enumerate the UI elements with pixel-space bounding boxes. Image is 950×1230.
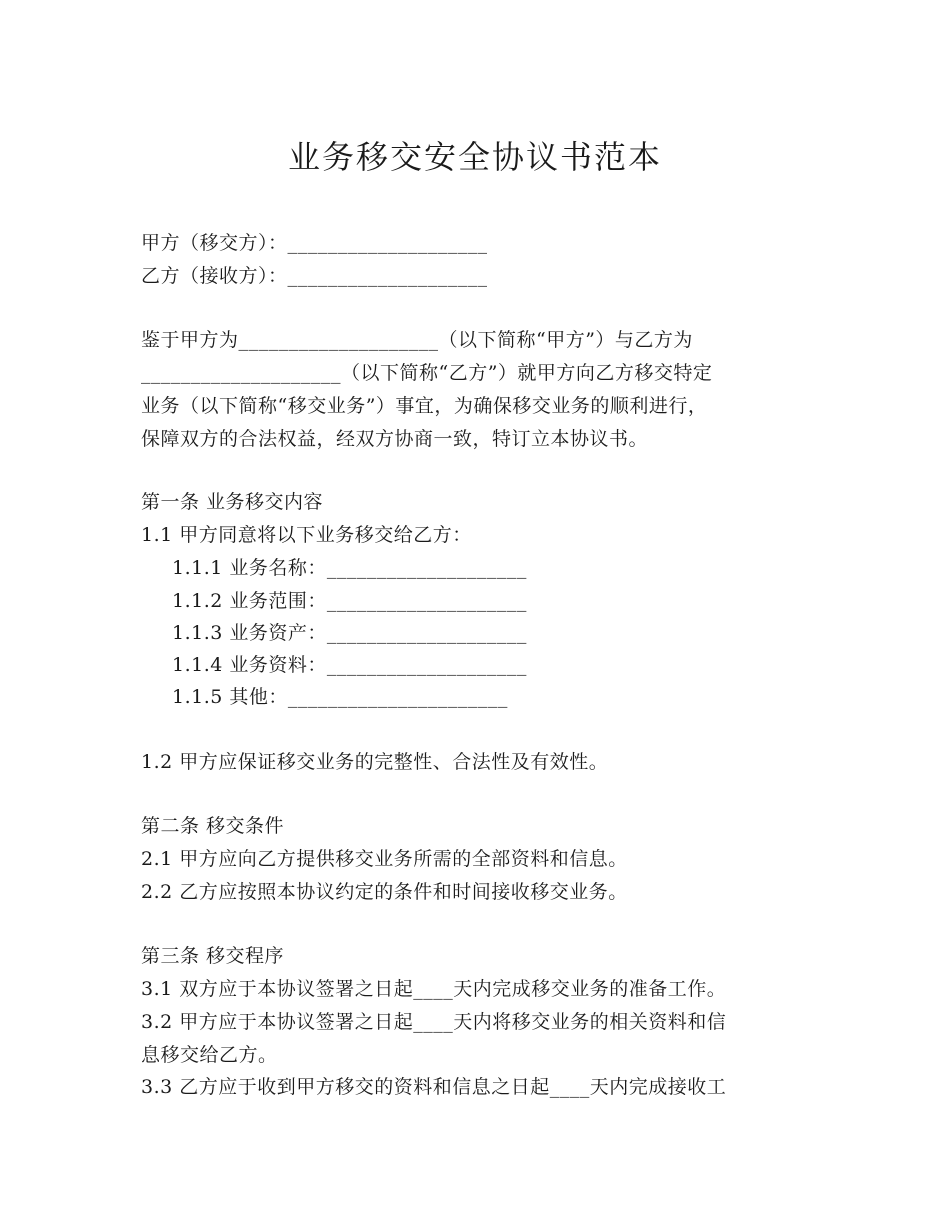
clause-1-1-2: 1.1.2 业务范围：____________________ [172, 590, 527, 612]
clause-1-1-4: 1.1.4 业务资料：____________________ [172, 654, 527, 676]
clause-3-3: 3.3 乙方应于收到甲方移交的资料和信息之日起____天内完成接收工 [141, 1076, 727, 1098]
clause-1-1: 1.1 甲方同意将以下业务移交给乙方： [141, 524, 472, 546]
clause-2-1: 2.1 甲方应向乙方提供移交业务所需的全部资料和信息。 [141, 848, 628, 870]
clause-1-1-1: 1.1.1 业务名称：____________________ [172, 557, 527, 579]
clause-3-2-line-2: 息移交给乙方。 [141, 1044, 278, 1066]
intro-line-2: ____________________（以下简称“乙方”）就甲方向乙方移交特定 [141, 362, 713, 384]
party-a-line: 甲方（移交方）：____________________ [141, 232, 488, 254]
article-3-heading: 第三条 移交程序 [141, 945, 285, 967]
clause-3-2-line-1: 3.2 甲方应于本协议签署之日起____天内将移交业务的相关资料和信 [141, 1011, 727, 1033]
clause-1-1-3: 1.1.3 业务资产：____________________ [172, 622, 527, 644]
intro-line-3: 业务（以下简称“移交业务”）事宜，为确保移交业务的顺利进行， [141, 395, 708, 417]
intro-line-1: 鉴于甲方为____________________（以下简称“甲方”）与乙方为 [141, 329, 693, 351]
intro-line-4: 保障双方的合法权益，经双方协商一致，特订立本协议书。 [141, 428, 649, 450]
article-1-heading: 第一条 业务移交内容 [141, 491, 324, 513]
clause-1-1-5: 1.1.5 其他：______________________ [172, 686, 508, 708]
clause-2-2: 2.2 乙方应按照本协议约定的条件和时间接收移交业务。 [141, 881, 628, 903]
document-title: 业务移交安全协议书范本 [287, 138, 662, 176]
party-b-line: 乙方（接收方）：____________________ [141, 265, 488, 287]
article-2-heading: 第二条 移交条件 [141, 815, 285, 837]
clause-1-2: 1.2 甲方应保证移交业务的完整性、合法性及有效性。 [141, 751, 609, 773]
clause-3-1: 3.1 双方应于本协议签署之日起____天内完成移交业务的准备工作。 [141, 978, 727, 1000]
